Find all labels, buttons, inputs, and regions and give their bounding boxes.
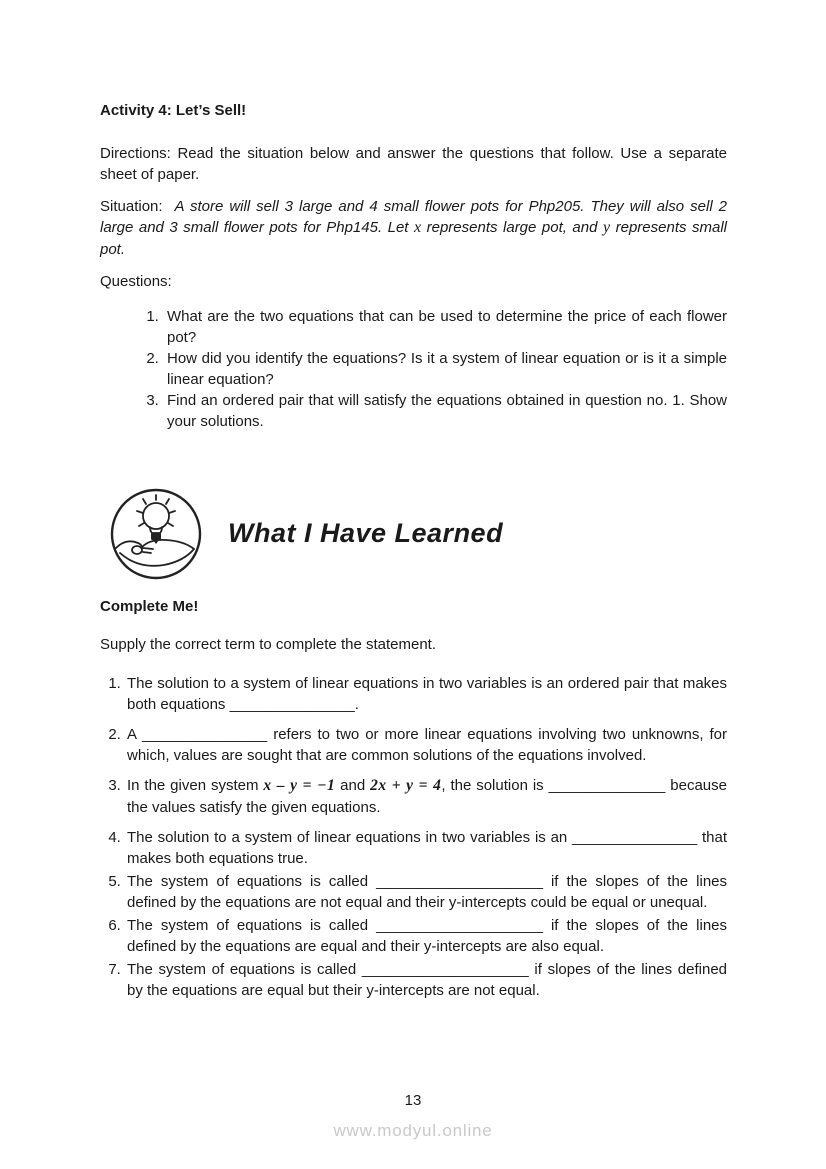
statement-item-5: 5. The system of equations is called ____________________ if the slopes of the lines defined by the equations are not equal and their y-intercepts could be equal or unequal. (125, 871, 727, 913)
complete-me-list (100, 673, 727, 1001)
page-footer (0, 1090, 826, 1143)
statement-item-4: 4. The solution to a system of linear equations in two variables is an _______________ that makes both equations true. (125, 827, 727, 869)
statement-item-2: 2. A _______________ refers to two or more linear equations involving two unknowns, for which, values are sought that are common solutions of the equations involved. (125, 724, 727, 766)
situation-text: represents large pot, and (421, 219, 603, 236)
page-content (100, 100, 727, 1003)
lightbulb-in-hand-icon (108, 486, 204, 582)
variable-y: y (602, 219, 611, 236)
situation-paragraph (100, 196, 727, 260)
situation-text: represents small pot. (100, 219, 728, 259)
complete-me-title: Complete Me! (100, 598, 199, 616)
statement-text: In the given system (127, 777, 264, 795)
question-item-2: 2. How did you identify the equations? Is it a system of linear equation or is it a simple linear equation? (163, 348, 727, 390)
statement-text: and (335, 777, 371, 795)
statement-item-7: 7. The system of equations is called ____________________ if slopes of the lines defined by the equations are equal but their y-intercepts are not equal. (125, 959, 727, 1001)
equation-1: x – y = −1 (263, 777, 336, 795)
statement-text: , the solution is ______________ because the values satisfy the given equations. (127, 777, 727, 817)
questions-list (135, 306, 727, 432)
section-title: What I Have Learned (228, 518, 504, 549)
equation-2: 2x + y = 4 (370, 777, 442, 795)
situation-text: A store will sell 3 large and 4 small flower pots for Php205. They will also sell 2 large and 3 small flower pots for Php145. Let (100, 198, 727, 236)
watermark: www.modyul.online (333, 1121, 493, 1141)
page-number: 13 (404, 1092, 422, 1110)
statement-item-3 (125, 775, 727, 818)
variable-x: x (414, 219, 422, 236)
questions-label: Questions: (100, 273, 172, 291)
activity-title: Activity 4: Let’s Sell! (100, 102, 247, 119)
statement-item-1: 1. The solution to a system of linear equations in two variables is an ordered pair that makes both equations _______________. (125, 673, 727, 715)
statement-item-6: 6. The system of equations is called ____________________ if the slopes of the lines defined by the equations are equal and their y-intercepts are also equal. (125, 915, 727, 957)
situation-label: Situation: (100, 198, 163, 215)
question-item-1: 1. What are the two equations that can be used to determine the price of each flower pot? (163, 306, 727, 348)
section-header (108, 486, 727, 582)
directions-paragraph: Directions: Read the situation below and answer the questions that follow. Use a separate sheet of paper. (100, 145, 727, 183)
instruction-text: Supply the correct term to complete the statement. (100, 636, 436, 654)
question-item-3: 3. Find an ordered pair that will satisfy the equations obtained in question no. 1. Show your solutions. (163, 390, 727, 432)
